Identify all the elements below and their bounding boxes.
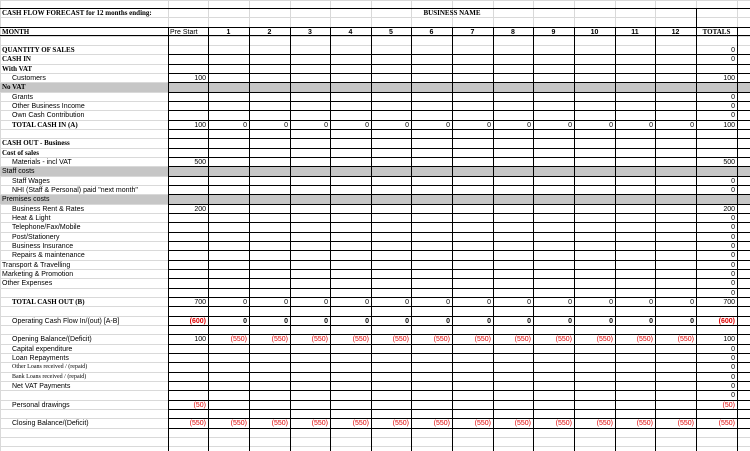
month-cell: 0: [446, 318, 450, 325]
border-line: [493, 27, 494, 451]
border-line: [330, 27, 331, 451]
month-cell: 0: [365, 318, 369, 325]
month-cell: 0: [649, 122, 653, 129]
border-line: [168, 241, 750, 242]
month-cell: 0: [487, 318, 491, 325]
row-label: QUANTITY OF SALES: [2, 46, 75, 54]
row-label: Business Insurance: [12, 243, 74, 250]
month-cell: (550): [271, 420, 288, 427]
border-line: [168, 110, 750, 111]
month-cell: 0: [284, 318, 288, 325]
month-cell: (550): [677, 336, 694, 343]
border-line: [371, 27, 372, 451]
month-cell: (550): [514, 420, 531, 427]
row-label: Other Business Income: [12, 103, 85, 110]
row-label: No VAT: [2, 83, 26, 91]
row-label: With VAT: [2, 65, 33, 73]
border-line: [533, 27, 534, 451]
border-line: [615, 27, 616, 451]
month-cell: 0: [609, 122, 613, 129]
row-label: Loan Repayments: [12, 355, 69, 362]
sheet-title: CASH FLOW FORECAST for 12 months ending:: [2, 9, 152, 17]
row-label: TOTAL CASH IN (A): [12, 121, 78, 129]
month-cell: 0: [690, 318, 694, 325]
totals-cell: (550): [718, 420, 735, 427]
month-header: 11: [631, 29, 639, 36]
border-line: [168, 194, 750, 195]
totals-cell: 0: [731, 280, 735, 287]
month-cell: 0: [487, 122, 491, 129]
pre-start-cell: 500: [194, 159, 206, 166]
totals-cell: 0: [731, 234, 735, 241]
totals-cell: 0: [731, 252, 735, 259]
totals-cell: 0: [731, 178, 735, 185]
pre-start-cell: 200: [194, 206, 206, 213]
border-line: [290, 27, 291, 451]
border-line: [168, 92, 750, 93]
month-cell: 0: [365, 122, 369, 129]
border-line: [168, 428, 750, 429]
border-line: [168, 372, 750, 373]
row-label: Operating Cash Flow In/(out) [A-B]: [12, 318, 120, 325]
month-cell: 0: [324, 318, 328, 325]
border-line: [168, 232, 750, 233]
month-header: 1: [226, 29, 231, 36]
month-cell: (550): [271, 336, 288, 343]
month-cell: 0: [446, 299, 450, 306]
pre-start-cell: 700: [194, 299, 206, 306]
month-cell: (550): [677, 420, 694, 427]
totals-cell: 0: [731, 374, 735, 381]
month-cell: 0: [568, 299, 572, 306]
row-label: Own Cash Contribution: [12, 112, 85, 119]
month-cell: (550): [352, 336, 369, 343]
border-line: [168, 138, 750, 139]
month-cell: (550): [514, 336, 531, 343]
row-label: Other Loans received / (repaid): [12, 364, 88, 370]
totals-cell: 0: [731, 383, 735, 390]
month-cell: (550): [474, 420, 491, 427]
border-line: [168, 54, 750, 55]
row-label: Bank Loans received / (repaid): [12, 374, 87, 380]
totals-cell: 0: [731, 187, 735, 194]
border-line: [168, 288, 750, 289]
row-label: CASH OUT - Business: [2, 139, 70, 147]
row-label: Cost of sales: [2, 149, 39, 157]
border-line: [452, 27, 453, 451]
border-line: [168, 278, 750, 279]
border-line: [655, 27, 656, 451]
month-cell: 0: [284, 299, 288, 306]
totals-cell: 500: [723, 159, 735, 166]
month-header: 7: [470, 29, 475, 36]
border-line: [168, 250, 750, 251]
border-line: [168, 344, 750, 345]
totals-cell: 100: [723, 122, 735, 129]
border-line: [168, 260, 750, 261]
month-cell: 0: [527, 318, 531, 325]
row-label: Premises costs: [2, 196, 50, 203]
row-label: Personal drawings: [12, 402, 70, 409]
grid-line: [0, 0, 1, 451]
month-cell: (550): [230, 420, 247, 427]
month-cell: 0: [243, 299, 247, 306]
month-cell: (550): [311, 336, 328, 343]
totals-cell: 0: [731, 392, 735, 399]
border-line: [249, 27, 250, 451]
month-cell: 0: [243, 318, 247, 325]
row-label: Marketing & Promotion: [2, 271, 74, 278]
border-line: [168, 400, 750, 401]
month-cell: (550): [433, 336, 450, 343]
totals-cell: 0: [731, 346, 735, 353]
row-label: Grants: [12, 94, 34, 101]
totals-cell: 0: [731, 243, 735, 250]
month-cell: 0: [609, 299, 613, 306]
border-line: [168, 27, 169, 451]
month-cell: 0: [649, 318, 653, 325]
month-header: 4: [348, 29, 353, 36]
month-cell: 0: [568, 122, 572, 129]
totals-header: TOTALS: [702, 28, 731, 36]
totals-cell: 100: [723, 336, 735, 343]
row-label: Staff Wages: [12, 178, 50, 185]
month-header: 6: [429, 29, 434, 36]
grid-line: [0, 437, 750, 438]
border-line: [168, 381, 750, 382]
totals-cell: 0: [731, 56, 735, 63]
month-cell: 0: [365, 299, 369, 306]
border-line: [737, 27, 738, 451]
month-cell: 0: [609, 318, 613, 325]
month-cell: 0: [527, 122, 531, 129]
totals-cell: 200: [723, 206, 735, 213]
month-cell: 0: [446, 122, 450, 129]
totals-cell: (50): [722, 402, 735, 409]
month-cell: (550): [392, 336, 409, 343]
totals-cell: (600): [718, 318, 735, 325]
grid-line: [0, 446, 750, 447]
row-label: NHI (Staff & Personal) paid "next month": [12, 187, 138, 194]
row-label: CASH IN: [2, 55, 31, 63]
pre-start-cell: (550): [189, 420, 206, 427]
border-line: [168, 204, 750, 205]
border-line: [168, 148, 750, 149]
row-label: Repairs & maintenance: [12, 252, 85, 259]
month-cell: 0: [690, 122, 694, 129]
row-label: Opening Balance/(Deficit): [12, 336, 92, 343]
month-cell: (550): [596, 336, 613, 343]
border-line: [168, 64, 750, 65]
border-line: [168, 82, 750, 83]
totals-cell: 0: [731, 215, 735, 222]
row-label: Net VAT Payments: [12, 383, 71, 390]
totals-cell: 0: [731, 47, 735, 54]
month-label: MONTH: [2, 28, 30, 36]
month-cell: (550): [311, 420, 328, 427]
month-header: 2: [267, 29, 272, 36]
border-line: [168, 213, 750, 214]
month-cell: 0: [487, 299, 491, 306]
month-header: 3: [308, 29, 312, 36]
month-cell: 0: [527, 299, 531, 306]
month-cell: 0: [405, 318, 409, 325]
month-cell: (550): [433, 420, 450, 427]
month-cell: (550): [636, 336, 653, 343]
row-label: Transport & Travelling: [2, 262, 71, 269]
row-label: Telephone/Fax/Mobile: [12, 224, 81, 231]
grid-line: [0, 0, 750, 1]
month-header: 12: [671, 29, 680, 36]
pre-start-cell: (50): [193, 402, 206, 409]
pre-start-cell: 100: [194, 336, 206, 343]
border-line: [168, 353, 750, 354]
totals-cell: 0: [731, 271, 735, 278]
border-line: [168, 101, 750, 102]
row-label: Staff costs: [2, 168, 35, 175]
border-line: [168, 73, 750, 74]
border-line: [411, 27, 412, 451]
totals-cell: 0: [731, 262, 735, 269]
row-label: Other Expenses: [2, 280, 53, 287]
month-cell: (550): [474, 336, 491, 343]
totals-cell: 700: [723, 299, 735, 306]
month-cell: (550): [555, 420, 572, 427]
totals-cell: 0: [731, 112, 735, 119]
business-name: BUSINESS NAME: [423, 9, 481, 17]
totals-cell: 0: [731, 290, 735, 297]
month-cell: 0: [243, 122, 247, 129]
month-header: 9: [551, 29, 556, 36]
totals-cell: 0: [731, 364, 735, 371]
month-cell: 0: [690, 299, 694, 306]
border-line: [574, 27, 575, 451]
month-cell: 0: [324, 122, 328, 129]
month-header: 5: [389, 29, 393, 36]
pre-start-cell: (600): [189, 318, 206, 325]
border-line: [208, 27, 209, 451]
border-line: [168, 185, 750, 186]
row-label: Post/Stationery: [12, 234, 60, 241]
pre-start-cell: 100: [194, 122, 206, 129]
month-cell: 0: [568, 318, 572, 325]
border-line: [168, 362, 750, 363]
month-cell: 0: [324, 299, 328, 306]
totals-cell: 0: [731, 224, 735, 231]
border-line: [168, 409, 750, 410]
month-cell: (550): [352, 420, 369, 427]
totals-cell: 0: [731, 355, 735, 362]
month-header: 8: [511, 29, 515, 36]
row-label: Business Rent & Rates: [12, 206, 84, 213]
month-cell: 0: [405, 299, 409, 306]
border-line: [168, 176, 750, 177]
row-label: TOTAL CASH OUT (B): [12, 298, 85, 306]
row-label: Materials - incl VAT: [12, 159, 72, 166]
border-line: [168, 166, 750, 167]
month-cell: 0: [284, 122, 288, 129]
border-line: [168, 269, 750, 270]
row-label: Heat & Light: [12, 215, 51, 222]
month-cell: (550): [596, 420, 613, 427]
row-label: Closing Balance/(Deficit): [12, 420, 89, 427]
pre-start-header: Pre Start: [170, 29, 198, 36]
month-cell: (550): [636, 420, 653, 427]
month-cell: (550): [555, 336, 572, 343]
row-label: Customers: [12, 75, 46, 82]
pre-start-cell: 100: [194, 75, 206, 82]
month-cell: 0: [649, 299, 653, 306]
totals-cell: 0: [731, 103, 735, 110]
month-cell: 0: [405, 122, 409, 129]
border-line: [168, 157, 750, 158]
month-cell: (550): [392, 420, 409, 427]
month-cell: (550): [230, 336, 247, 343]
totals-cell: 100: [723, 75, 735, 82]
totals-cell: 0: [731, 94, 735, 101]
month-header: 10: [590, 29, 599, 36]
border-line: [168, 222, 750, 223]
border-line: [168, 390, 750, 391]
row-label: Capital expenditure: [12, 346, 73, 353]
